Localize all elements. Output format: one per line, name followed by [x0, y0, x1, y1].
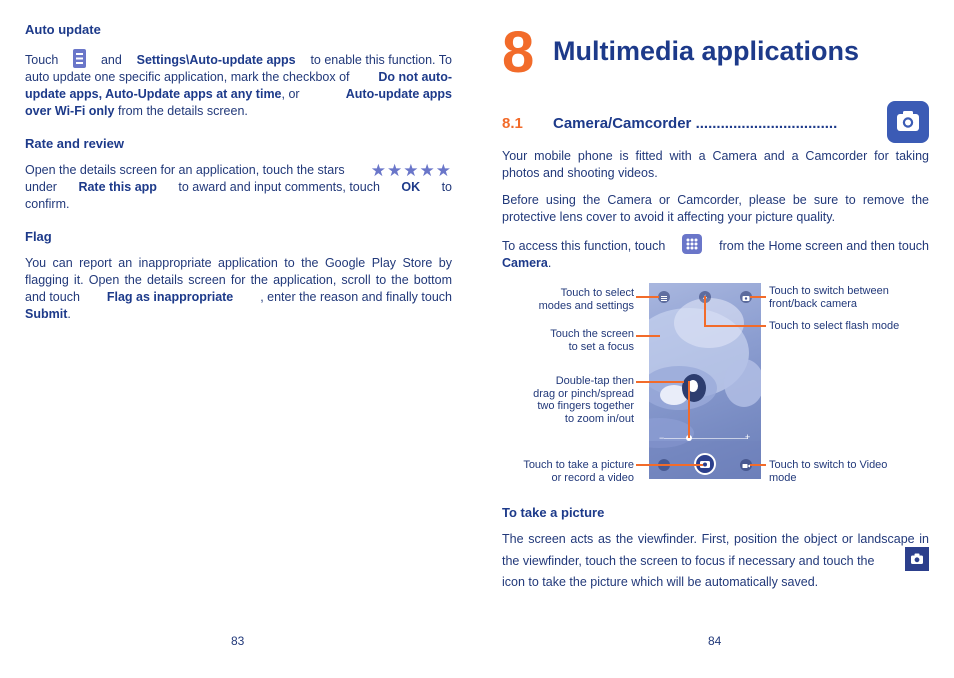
rate-review-paragraph: Open the details screen for an application, touch the stars ★★★★★ under Rate this app to award and input comments, touch OK to confirm. — [25, 161, 452, 211]
rate-review-heading: Rate and review — [25, 136, 124, 151]
annotation-take-picture: Touch to take a picture or record a video — [523, 459, 634, 484]
page-number: 83 — [231, 634, 245, 648]
annotation-flash: Touch to select flash mode — [769, 320, 900, 332]
zoom-out-icon[interactable]: − — [659, 433, 665, 443]
take-picture-heading: To take a picture — [502, 505, 605, 520]
leader-line-focus — [636, 335, 660, 337]
leader-line-zoom-v — [688, 381, 690, 438]
apps-grid-icon — [682, 234, 702, 259]
annotation-zoom: Double-tap then drag or pinch/spread two fingers together to zoom in/out — [533, 375, 634, 425]
shutter-icon — [905, 547, 929, 576]
annotation-modes: Touch to select modes and settings — [538, 287, 634, 312]
leader-line-video — [750, 464, 766, 466]
zoom-slider[interactable] — [664, 438, 748, 439]
leader-line-flash-h — [704, 325, 766, 327]
chapter-number: 8 — [502, 20, 535, 85]
auto-update-heading: Auto update — [25, 22, 101, 37]
chapter-title: Multimedia applications — [553, 36, 860, 66]
annotation-video: Touch to switch to Video mode — [769, 459, 888, 484]
leader-line-zoom-h — [636, 381, 684, 383]
page-number: 84 — [708, 634, 722, 648]
leader-line-modes — [636, 296, 659, 298]
leader-line-shutter — [636, 464, 703, 466]
leader-line-flash-v — [704, 296, 706, 326]
annotation-focus: Touch the screen to set a focus — [550, 328, 634, 353]
leader-line-switch — [750, 296, 766, 298]
auto-update-paragraph: Touch and Settings\Auto-update apps to enable this function. To auto update one specific application, mark the checkbox of Do not auto- update apps, Auto-Update apps at any time, or Auto-update apps over Wi-Fi only from the details screen. — [25, 52, 452, 120]
lens-paragraph: Before using the Camera or Camcorder, please be sure to remove the protective lens cover to avoid it affecting your picture quality. — [502, 193, 929, 224]
menu-icon[interactable] — [658, 291, 670, 303]
section-title: Camera/Camcorder .................................. — [553, 115, 838, 132]
annotation-switch-camera: Touch to switch between front/back camera — [769, 285, 889, 310]
access-paragraph: To access this function, touch from the Home screen and then touch Camera. — [502, 238, 929, 272]
intro-paragraph: Your mobile phone is fitted with a Camera and a Camcorder for taking photos and shooting videos. — [502, 149, 929, 180]
zoom-in-icon[interactable]: + — [745, 432, 751, 442]
section-number: 8.1 — [502, 115, 523, 132]
camera-app-icon — [887, 101, 929, 143]
take-picture-paragraph: The screen acts as the viewfinder. First, position the object or landscape in the viewfinder, touch the screen to focus if necessary and touch the icon to take the picture which will be automatically saved. — [502, 532, 929, 589]
rating-stars-icon: ★★★★★ — [370, 161, 452, 180]
flag-heading: Flag — [25, 229, 52, 244]
flag-paragraph: You can report an inappropriate application to the Google Play Store by flagging it. Open the details screen for the application, scroll to the bottom and touch Flag as inappropriate , enter the reason and finally touch Submit. — [25, 256, 452, 321]
